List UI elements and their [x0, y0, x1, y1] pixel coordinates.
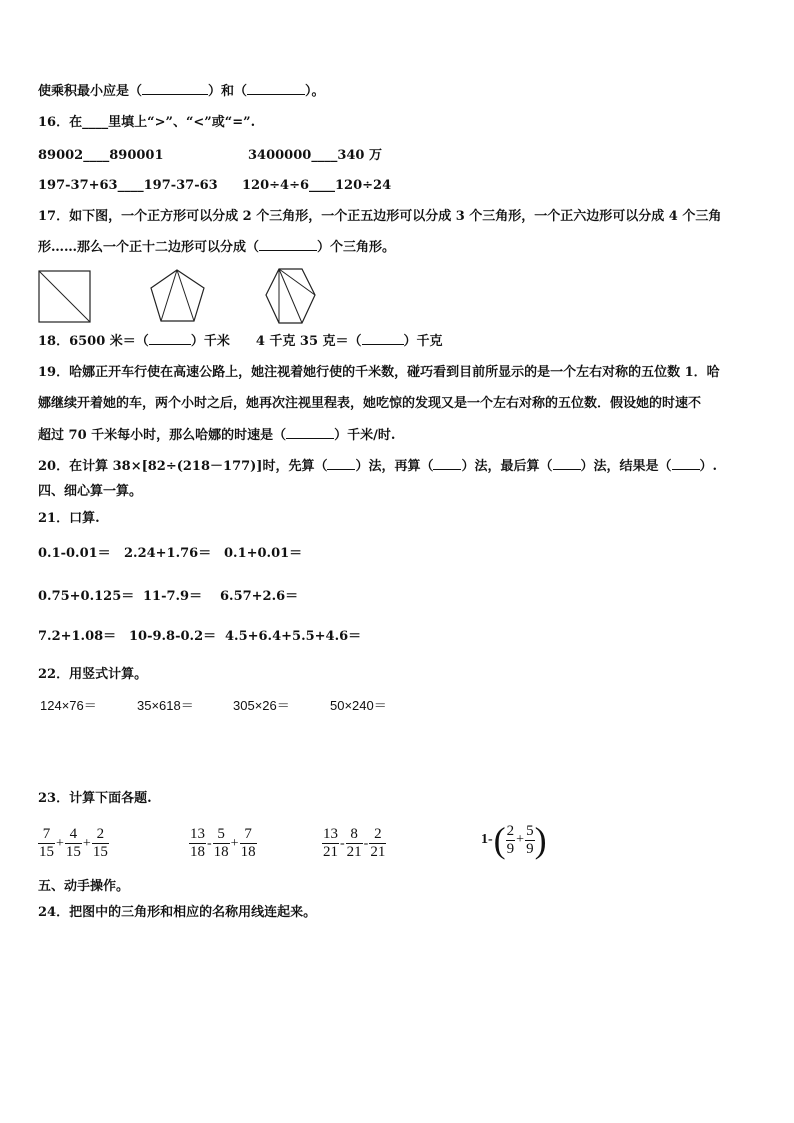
q21-r1c2: 2.24+1.76＝	[124, 546, 212, 561]
q17-line1: 17．如下图，一个正方形可以分成 2 个三角形，一个正五边形可以分成 3 个三角形，一个正六边形可以分成 4 个三角	[38, 209, 722, 224]
q18: 18．6500 米＝（ ）千米 4 千克 35 克＝（ ）千克	[38, 334, 443, 349]
q19-line2: 娜继续开着她的车，两个小时之后，她再次注视里程表，她吃惊的发现又是一个左右对称的五位数．假设她的时速不	[38, 396, 702, 411]
answer-blank[interactable]	[259, 238, 317, 251]
q15-tail: 使乘积最小应是（ ）和（ ）。	[38, 84, 325, 99]
answer-blank[interactable]	[327, 457, 355, 470]
answer-blank[interactable]	[433, 457, 461, 470]
q22-item4: 50×240＝	[330, 698, 387, 713]
hexagon-figure	[266, 269, 315, 323]
q16-prompt: 16．在____里填上“>”、“<”或“=”.	[38, 115, 256, 130]
q19-line1: 19．哈娜正开车行使在高速公路上，她注视着她行使的千米数，碰巧看到目前所显示的是一个左右对称的五位数 1．哈	[38, 365, 720, 380]
q23-expr3: $\frac{13}{21}$ - $\frac{8}{21}$ - $\frac{2}{21}$	[323, 826, 386, 860]
answer-blank[interactable]	[286, 426, 334, 439]
pentagon-figure	[151, 270, 204, 321]
q22-item3: 305×26＝	[233, 698, 290, 713]
section-4-heading: 四、细心算一算。	[38, 484, 143, 499]
q21-title: 21．口算.	[38, 511, 100, 526]
q22-item2: 35×618＝	[137, 698, 194, 713]
polygon-figures	[38, 266, 338, 328]
q21-r2c1: 0.75+0.125＝	[38, 589, 135, 604]
q23-expr4: 1-( $\frac{2}{9}$ + $\frac{5}{9}$ )	[481, 820, 547, 860]
q16-row2b: 120÷4÷6____120÷24	[242, 178, 392, 193]
answer-blank[interactable]	[553, 457, 581, 470]
q19-line3: 超过 70 千米每小时，那么哈娜的时速是（ ）千米/时.	[38, 428, 396, 443]
q16-row1b: 3400000____340 万	[248, 148, 382, 163]
q21-r2c2: 11-7.9＝	[143, 589, 203, 604]
q22-item1: 124×76＝	[40, 698, 97, 713]
q17-line2: 形……那么一个正十二边形可以分成（ ）个三角形。	[38, 240, 396, 255]
answer-blank[interactable]	[149, 332, 191, 345]
q21-r3c2: 10-9.8-0.2＝	[129, 629, 217, 644]
q23-expr2: $\frac{13}{18}$ - $\frac{5}{18}$ + $\frac{7}{18}$	[190, 826, 256, 860]
answer-blank[interactable]	[672, 457, 700, 470]
q21-r3c1: 7.2+1.08＝	[38, 629, 117, 644]
q21-r1c1: 0.1-0.01＝	[38, 546, 111, 561]
answer-blank[interactable]	[362, 332, 404, 345]
q21-r1c3: 0.1+0.01＝	[224, 546, 303, 561]
section-5-heading: 五、动手操作。	[38, 879, 130, 894]
q16-row1a: 89002____890001	[38, 148, 164, 163]
q24: 24．把图中的三角形和相应的名称用线连起来。	[38, 905, 317, 920]
q22-title: 22．用竖式计算。	[38, 667, 148, 682]
q23-title: 23．计算下面各题.	[38, 791, 152, 806]
q20: 20．在计算 38×[82÷(218－177)]时，先算（ ）法，再算（ ）法，最后算（ ）法，结果是（ ）.	[38, 459, 718, 474]
q21-r2c3: 6.57+2.6＝	[220, 589, 299, 604]
answer-blank[interactable]	[142, 82, 208, 95]
q16-row2a: 197-37+63____197-37-63	[38, 178, 218, 193]
square-figure	[39, 271, 90, 322]
q21-r3c3: 4.5+6.4+5.5+4.6＝	[225, 629, 362, 644]
answer-blank[interactable]	[247, 82, 305, 95]
q23-expr1: $\frac{7}{15}$ + $\frac{4}{15}$ + $\frac{2}{15}$	[39, 826, 108, 860]
